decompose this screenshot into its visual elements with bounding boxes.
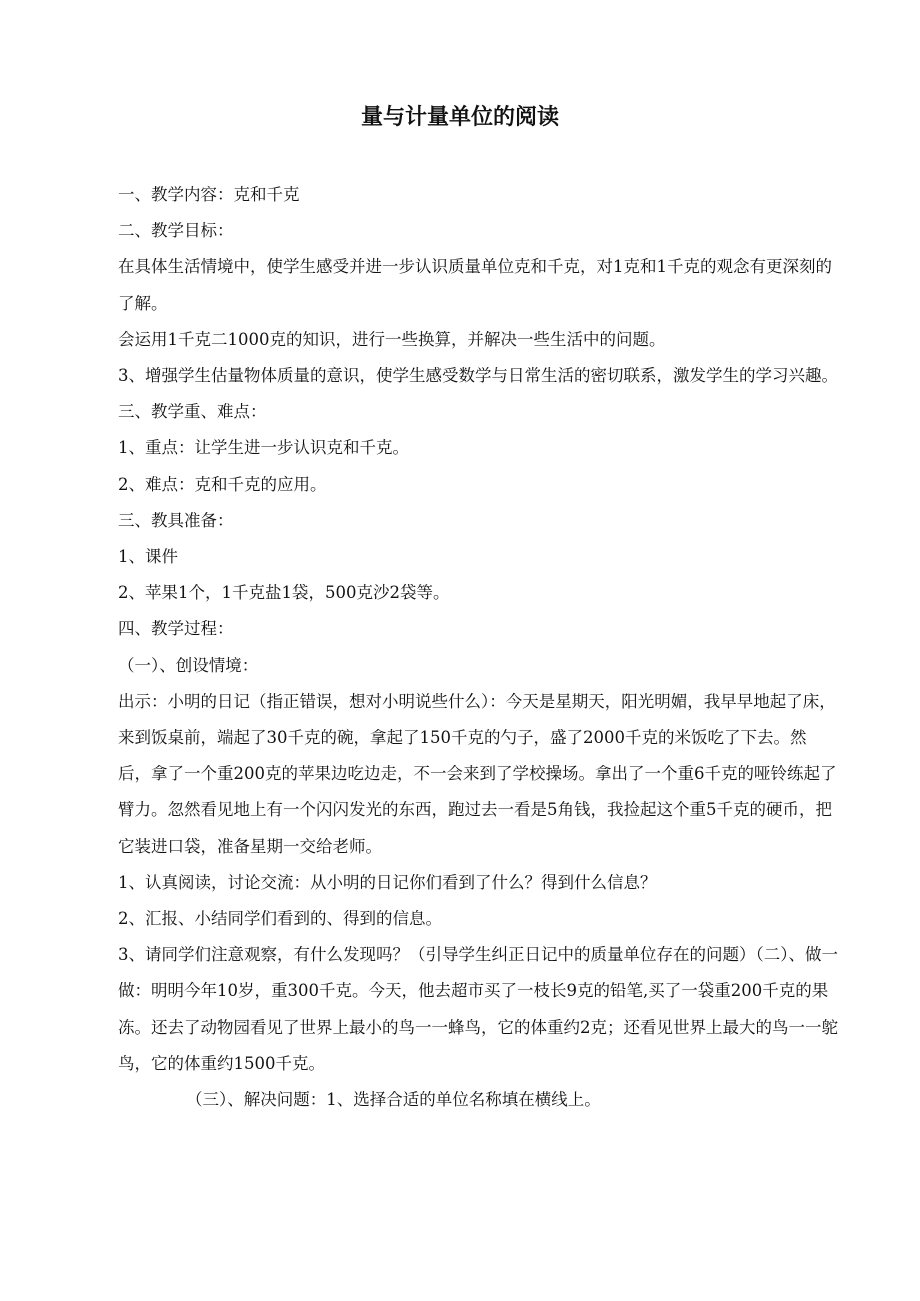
paragraph-materials-heading: 三、教具准备： (118, 510, 234, 530)
paragraph-goal-2: 会运用1千克二1000克的知识，进行一些换算，并解决一些生活中的问题。 (118, 329, 666, 349)
paragraph-material-1: 1、课件 (118, 547, 178, 567)
paragraph-key-points-heading: 三、教学重、难点： (118, 402, 267, 422)
paragraph-difficult-point: 2、难点：克和千克的应用。 (118, 474, 327, 494)
paragraph-step-1: 1、认真阅读，讨论交流：从小明的日记你们看到了什么？得到什么信息？ (118, 872, 657, 892)
paragraph-process-heading: 四、教学过程： (118, 619, 234, 639)
paragraph-step-2: 2、汇报、小结同学们看到的、得到的信息。 (118, 909, 442, 929)
paragraph-teaching-goals-heading: 二、教学目标： (118, 221, 234, 241)
paragraph-goal-3: 3、增强学生估量物体质量的意识，使学生感受数学与日常生活的密切联系，激发学生的学习兴趣。 (118, 366, 838, 386)
paragraph-key-point: 1、重点：让学生进一步认识克和千克。 (118, 438, 409, 458)
document-title: 量与计量单位的阅读 (360, 105, 559, 130)
paragraph-material-2: 2、苹果1个，1千克盐1袋，500克沙2袋等。 (118, 583, 450, 603)
paragraph-diary: 出示：小明的日记（指正错误，想对小明说些什么）：今天是星期天，阳光明媚，我早早地起了床，来到饭桌前，端起了30千克的碗，拿起了150千克的勺子，盛了2000千克的米饭吃了下去。然后，拿了一个重200克的苹果边吃边走，不一会来到了学校操场。拿出了一个重6千克的哑铃练起了臂力。忽然看见地上有一个闪闪发光的东西，跑过去一看是5角钱，我捡起这个重5千克的硬币，把它装进口袋，准备星期一交给老师。 (118, 691, 837, 856)
document-body (118, 177, 838, 1118)
paragraph-goal-1: 在具体生活情境中，使学生感受并进一步认识质量单位克和千克，对1克和1千克的观念有更深刻的了解。 (118, 257, 832, 313)
paragraph-step-3: 3、请同学们注意观察，有什么发现吗？（引导学生纠正日记中的质量单位存在的问题）（二）、做一做：明明今年10岁，重300千克。今天，他去超市买了一枝长9克的铅笔,买了一袋重200千克的果冻。还去了动物园看见了世界上最小的鸟一一蜂鸟，它的体重约2克；还看见世界上最大的鸟一一鸵鸟，它的体重约1500千克。 (118, 945, 838, 1073)
paragraph-section-3: （三）、解决问题：1、选择合适的单位名称填在横线上。 (186, 1090, 601, 1110)
paragraph-section-1-heading: （一）、创设情境： (118, 655, 259, 675)
paragraph-teaching-content: 一、教学内容：克和千克 (118, 185, 300, 204)
